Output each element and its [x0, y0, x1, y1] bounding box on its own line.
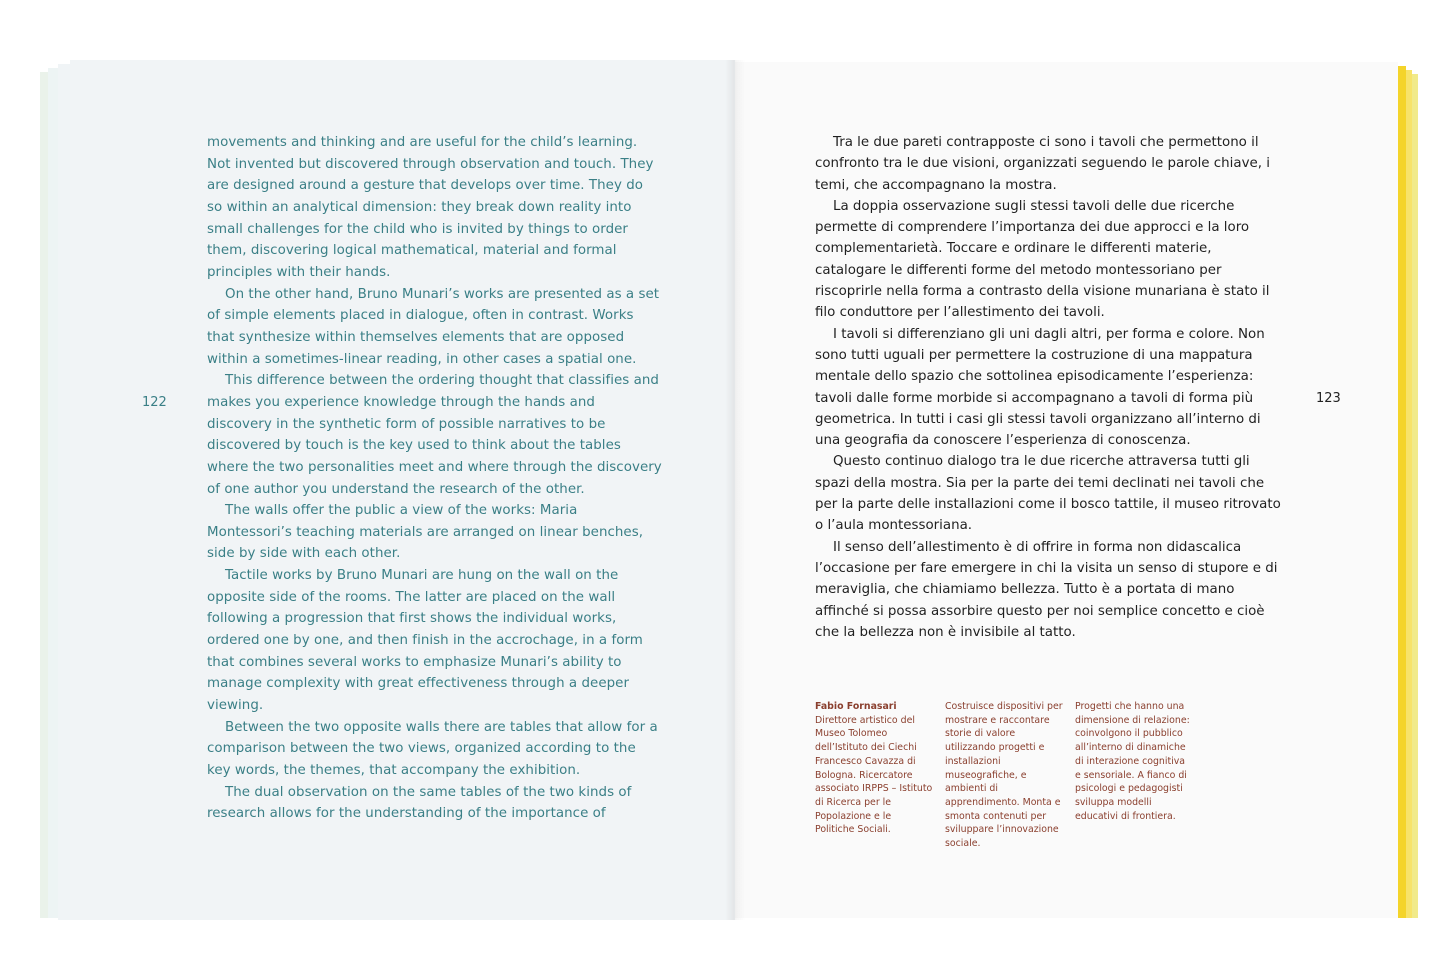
left-paragraph-6: Between the two opposite walls there are tables that allow for a comparison between the two views, organized according to the key words, the themes, that accompany the exhibition.: [207, 719, 658, 779]
book-spine-shadow: [725, 60, 745, 920]
author-name: Fabio Fornasari: [815, 701, 897, 712]
author-bio-text-1: Direttore artistico del Museo Tolomeo dell’Istituto dei Ciechi Francesco Cavazza di Bologna. Ricercatore associato IRPPS – Istituto di Ricerca per le Popolazione e le Politiche Sociali.: [815, 714, 933, 836]
right-page-edge-inner: [1398, 66, 1406, 918]
right-paragraph-1: Tra le due pareti contrapposte ci sono i tavoli che permettono il confronto tra le due visioni, organizzati seguendo le parole chiave, i temi, che accompagnano la mostra.: [815, 135, 1270, 193]
right-page-body-text: [815, 132, 1281, 643]
author-bio-text-2: Costruisce dispositivi per mostrare e raccontare storie di valore utilizzando progetti e installazioni museografiche, e ambienti di apprendimento. Monta e smonta contenuti per sviluppare l’innovazione sociale.: [945, 701, 1063, 850]
author-bio-column-2: [945, 700, 1067, 851]
left-page-edge-mid: [48, 68, 58, 918]
right-paragraph-5: Il senso dell’allestimento è di offrire in forma non didascalica l’occasione per fare emergere in chi la visita un senso di stupore e di meraviglia, che chiamiamo bellezza. Tutto è a portata di mano affinché si possa assorbire questo per noi semplice concetto e cioè che la bellezza non è invisibile al tatto.: [815, 539, 1278, 640]
author-bio-column-3: [1075, 700, 1193, 823]
left-page-edge-outer: [40, 72, 48, 918]
left-paragraph-2: On the other hand, Bruno Munari’s works are presented as a set of simple elements placed in dialogue, often in contrast. Works that synthesize within themselves elements that are opposed within a sometimes-linear reading, in other cases a spatial one.: [207, 286, 660, 367]
left-paragraph-3: This difference between the ordering thought that classifies and makes you experience knowledge through the hands and discovery in the synthetic form of possible narratives to be discovered by touch is the key used to think about the tables where the two personalities meet and where through the discovery of one author you understand the research of the other.: [207, 373, 662, 497]
author-bio-column-1: [815, 700, 933, 837]
left-paragraph-5: Tactile works by Bruno Munari are hung on the wall on the opposite side of the rooms. The latter are placed on the wall following a progression that first shows the individual works, ordered one by one, and then finish in the accrochage, in a form that combines several works to emphasize Munari’s ability to manage complexity with great effectiveness through a deeper viewing.: [207, 568, 643, 714]
right-paragraph-2: La doppia osservazione sugli stessi tavoli delle due ricerche permette di comprendere l’importanza dei due approcci e la loro complementarietà. Toccare e ordinare le differenti materie, catalogare le differenti forme del metodo montessoriano per riscoprirle nella forma a contrasto della visione munariana è stato il filo conduttore per l’allestimento dei tavoli.: [815, 198, 1270, 321]
left-page-body-text: [207, 132, 662, 825]
right-paragraph-4: Questo continuo dialogo tra le due ricerche attraversa tutti gli spazi della mostra. Sia per la parte dei temi declinati nei tavoli che per la parte delle installazioni come il bosco tattile, il museo ritrovato o l’aula montessoriana.: [815, 454, 1281, 534]
page-number-left: 122: [142, 395, 167, 410]
left-page-edge-inner: [58, 64, 70, 920]
left-paragraph-1: movements and thinking and are useful for the child’s learning. Not invented but discovered through observation and touch. They are designed around a gesture that develops over time. They do so within an analytical dimension: they break down reality into small challenges for the child who is invited by things to order them, discovering logical mathematical, material and formal principles with their hands.: [207, 135, 654, 280]
right-paragraph-3: I tavoli si differenziano gli uni dagli altri, per forma e colore. Non sono tutti uguali per permettere la costruzione di una mappatura mentale dello spazio che sottolinea episodicamente l’esperienza: tavoli dalle forme morbide si accompagnano a tavoli di forma più geometrica. In tutti i casi gli stessi tavoli organizzano all’interno di una geografia da conoscere l’esperienza di conoscenza.: [815, 326, 1265, 449]
left-paragraph-7: The dual observation on the same tables of the two kinds of research allows for the understanding of the importance of: [207, 784, 632, 822]
left-paragraph-4: The walls offer the public a view of the works: Maria Montessori’s teaching materials are arranged on linear benches, side by side with each other.: [207, 503, 644, 562]
author-bio-text-3: Progetti che hanno una dimensione di relazione: coinvolgono il pubblico all’interno di dinamiche di interazione cognitiva e sensoriale. A fianco di psicologi e pedagogisti sviluppa modelli educativi di frontiera.: [1075, 701, 1190, 822]
right-page-edge-outer: [1412, 74, 1418, 918]
page-number-right: 123: [1316, 391, 1341, 406]
